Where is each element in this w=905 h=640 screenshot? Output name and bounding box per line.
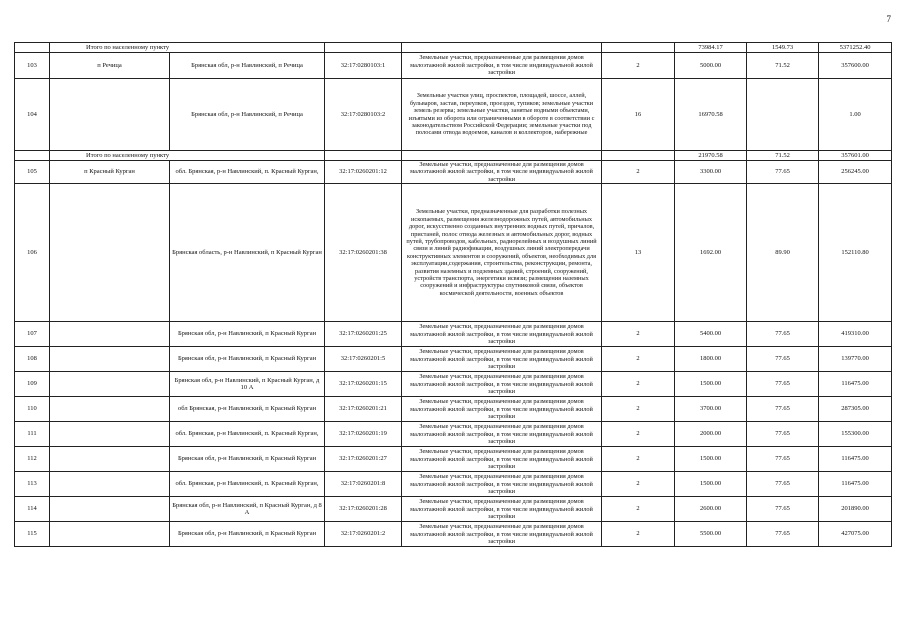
cadastral-value: 155300.00 bbox=[819, 422, 892, 447]
specific-value: 77.65 bbox=[747, 497, 819, 522]
locality-name bbox=[50, 422, 170, 447]
empty-cell bbox=[402, 43, 602, 53]
row-number: 112 bbox=[15, 447, 50, 472]
specific-value: 77.65 bbox=[747, 422, 819, 447]
area: 2600.00 bbox=[675, 497, 747, 522]
area: 16970.58 bbox=[675, 79, 747, 151]
table-row bbox=[15, 79, 892, 151]
area: 5400.00 bbox=[675, 322, 747, 347]
land-use-description: Земельные участки, предназначенные для размещения домов малоэтажной жилой застройки, в том числе индивидуальной жилой застройки bbox=[402, 53, 602, 79]
land-use-description: Земельные участки, предназначенные для размещения домов малоэтажной жилой застройки, в том числе индивидуальной жилой застройки bbox=[402, 472, 602, 497]
land-use-description: Земельные участки улиц, проспектов, площадей, шоссе, аллей, бульваров, застав, переулков, проездов, тупиков; земельные участки земель резерва; земельные участки, занятые водными объектами, изъятыми из оборота или ограниченными в обороте в соответствии с законодательством Российской Федерации; земельные участки под полосами отвода водоемов, каналов и коллекторов, набережные bbox=[402, 79, 602, 151]
cadastral-number: 32:17:0260201:8 bbox=[325, 472, 402, 497]
cadastral-value: 427075.00 bbox=[819, 522, 892, 547]
locality-name: п Речица bbox=[50, 53, 170, 79]
locality-name bbox=[50, 372, 170, 397]
cadastral-value: 419310.00 bbox=[819, 322, 892, 347]
row-number: 104 bbox=[15, 79, 50, 151]
cadastral-number: 32:17:0260201:15 bbox=[325, 372, 402, 397]
cadastral-number: 32:17:0260201:27 bbox=[325, 447, 402, 472]
address: обл. Брянская, р-н Навлинский, п. Красный Курган, bbox=[170, 472, 325, 497]
specific-value: 77.65 bbox=[747, 397, 819, 422]
empty-cell bbox=[602, 43, 675, 53]
specific-value: 71.52 bbox=[747, 53, 819, 79]
locality-name: п Красный Курган bbox=[50, 161, 170, 184]
area: 3700.00 bbox=[675, 397, 747, 422]
empty-cell bbox=[15, 43, 50, 53]
cadastral-value: 139770.00 bbox=[819, 347, 892, 372]
area: 1800.00 bbox=[675, 347, 747, 372]
specific-value: 77.65 bbox=[747, 347, 819, 372]
locality-name bbox=[50, 397, 170, 422]
total-value: 5371252.40 bbox=[819, 43, 892, 53]
use-category: 2 bbox=[602, 522, 675, 547]
table-row bbox=[15, 372, 892, 397]
specific-value: 77.65 bbox=[747, 322, 819, 347]
row-number: 108 bbox=[15, 347, 50, 372]
empty-cell bbox=[15, 151, 50, 161]
land-use-description: Земельные участки, предназначенные для размещения домов малоэтажной жилой застройки, в том числе индивидуальной жилой застройки bbox=[402, 422, 602, 447]
address: Брянская обл, р-н Навлинский, п Речица bbox=[170, 79, 325, 151]
use-category: 2 bbox=[602, 322, 675, 347]
specific-value: 77.65 bbox=[747, 161, 819, 184]
row-number: 109 bbox=[15, 372, 50, 397]
table-row bbox=[15, 184, 892, 322]
table-row bbox=[15, 53, 892, 79]
empty-cell bbox=[402, 151, 602, 161]
land-registry-table bbox=[14, 42, 892, 547]
cadastral-number: 32:17:0260201:19 bbox=[325, 422, 402, 447]
table-row bbox=[15, 422, 892, 447]
area: 1692.00 bbox=[675, 184, 747, 322]
table-row bbox=[15, 161, 892, 184]
table-row bbox=[15, 497, 892, 522]
row-number: 111 bbox=[15, 422, 50, 447]
total-area: 73984.17 bbox=[675, 43, 747, 53]
cadastral-value: 152110.80 bbox=[819, 184, 892, 322]
cadastral-number: 32:17:0260201:12 bbox=[325, 161, 402, 184]
locality-name bbox=[50, 497, 170, 522]
cadastral-value: 116475.00 bbox=[819, 372, 892, 397]
total-rate: 71.52 bbox=[747, 151, 819, 161]
area: 2000.00 bbox=[675, 422, 747, 447]
address: Брянская обл, р-н Навлинский, п Красный Курган bbox=[170, 347, 325, 372]
land-use-description: Земельные участки, предназначенные для размещения домов малоэтажной жилой застройки, в том числе индивидуальной жилой застройки bbox=[402, 372, 602, 397]
use-category: 2 bbox=[602, 397, 675, 422]
specific-value: 77.65 bbox=[747, 472, 819, 497]
locality-name bbox=[50, 322, 170, 347]
row-number: 105 bbox=[15, 161, 50, 184]
area: 1500.00 bbox=[675, 372, 747, 397]
cadastral-number: 32:17:0260201:2 bbox=[325, 522, 402, 547]
use-category: 2 bbox=[602, 472, 675, 497]
use-category: 2 bbox=[602, 497, 675, 522]
cadastral-number: 32:17:0260201:25 bbox=[325, 322, 402, 347]
row-number: 107 bbox=[15, 322, 50, 347]
row-number: 115 bbox=[15, 522, 50, 547]
address: Брянская обл, р-н Навлинский, п Красный Курган bbox=[170, 322, 325, 347]
empty-cell bbox=[325, 151, 402, 161]
specific-value: 77.65 bbox=[747, 522, 819, 547]
cadastral-number: 32:17:0260201:28 bbox=[325, 497, 402, 522]
address: обл Брянская, р-н Навлинский, п Красный Курган bbox=[170, 397, 325, 422]
table-row bbox=[15, 322, 892, 347]
table-body bbox=[15, 43, 892, 547]
cadastral-value: 1.00 bbox=[819, 79, 892, 151]
cadastral-value: 201890.00 bbox=[819, 497, 892, 522]
specific-value: 77.65 bbox=[747, 372, 819, 397]
empty-cell bbox=[602, 151, 675, 161]
total-area: 21970.58 bbox=[675, 151, 747, 161]
row-number: 113 bbox=[15, 472, 50, 497]
table-row bbox=[15, 347, 892, 372]
land-use-description: Земельные участки, предназначенные для размещения домов малоэтажной жилой застройки, в том числе индивидуальной жилой застройки bbox=[402, 397, 602, 422]
locality-name bbox=[50, 184, 170, 322]
area: 1500.00 bbox=[675, 472, 747, 497]
locality-name bbox=[50, 522, 170, 547]
address: обл. Брянская, р-н Навлинский, п. Красный Курган, bbox=[170, 161, 325, 184]
cadastral-value: 256245.00 bbox=[819, 161, 892, 184]
empty-cell bbox=[325, 43, 402, 53]
land-use-description: Земельные участки, предназначенные для размещения домов малоэтажной жилой застройки, в том числе индивидуальной жилой застройки bbox=[402, 447, 602, 472]
cadastral-value: 287305.00 bbox=[819, 397, 892, 422]
cadastral-number: 32:17:0280103:2 bbox=[325, 79, 402, 151]
specific-value: 77.65 bbox=[747, 447, 819, 472]
land-use-description: Земельные участки, предназначенные для размещения домов малоэтажной жилой застройки, в том числе индивидуальной жилой застройки bbox=[402, 161, 602, 184]
row-number: 106 bbox=[15, 184, 50, 322]
row-number: 110 bbox=[15, 397, 50, 422]
use-category: 2 bbox=[602, 372, 675, 397]
area: 3300.00 bbox=[675, 161, 747, 184]
address: обл. Брянская, р-н Навлинский, п. Красный Курган, bbox=[170, 422, 325, 447]
specific-value bbox=[747, 79, 819, 151]
area: 5500.00 bbox=[675, 522, 747, 547]
locality-total-row bbox=[15, 43, 892, 53]
land-use-description: Земельные участки, предназначенные для размещения домов малоэтажной жилой застройки, в том числе индивидуальной жилой застройки bbox=[402, 347, 602, 372]
land-use-description: Земельные участки, предназначенные для размещения домов малоэтажной жилой застройки, в том числе индивидуальной жилой застройки bbox=[402, 522, 602, 547]
use-category: 2 bbox=[602, 347, 675, 372]
table-row bbox=[15, 472, 892, 497]
total-rate: 1549.73 bbox=[747, 43, 819, 53]
locality-name bbox=[50, 79, 170, 151]
cadastral-value: 116475.00 bbox=[819, 472, 892, 497]
cadastral-number: 32:17:0260201:5 bbox=[325, 347, 402, 372]
address: Брянская обл, р-н Навлинский, п Красный Курган bbox=[170, 522, 325, 547]
cadastral-value: 116475.00 bbox=[819, 447, 892, 472]
cadastral-number: 32:17:0280103:1 bbox=[325, 53, 402, 79]
table-row bbox=[15, 447, 892, 472]
area: 5000.00 bbox=[675, 53, 747, 79]
locality-total-row bbox=[15, 151, 892, 161]
address: Брянская область, р-н Навлинский, п Красный Курган bbox=[170, 184, 325, 322]
use-category: 2 bbox=[602, 447, 675, 472]
total-value: 357601.00 bbox=[819, 151, 892, 161]
use-category: 2 bbox=[602, 161, 675, 184]
specific-value: 89.90 bbox=[747, 184, 819, 322]
land-use-description: Земельные участки, предназначенные для размещения домов малоэтажной жилой застройки, в том числе индивидуальной жилой застройки bbox=[402, 322, 602, 347]
use-category: 16 bbox=[602, 79, 675, 151]
address: Брянская обл, р-н Навлинский, п Речица bbox=[170, 53, 325, 79]
page-number: 7 bbox=[886, 14, 891, 24]
locality-name bbox=[50, 347, 170, 372]
address: Брянская обл, р-н Навлинский, п Красный Курган, д 10 А bbox=[170, 372, 325, 397]
row-number: 114 bbox=[15, 497, 50, 522]
table-row bbox=[15, 522, 892, 547]
total-label: Итого по населенному пункту bbox=[50, 151, 325, 161]
land-use-description: Земельные участки, предназначенные для разработки полезных ископаемых, размещения железнодорожных путей, автомобильных дорог, искусственно созданных внутренних водных путей, причалов, пристаней, полос отвода железных и автомобильных дорог, водных путей, трубопроводов, кабельных, радиорелейных и воздушных линий связи и линий радиофикации, воздушных линий электропередачи конструктивных элементов и сооружений, объектов, необходимых для эксплуатации,содержания, строительства, реконструкции, ремонта, развития наземных и подземных зданий, строений, сооружений, устройств транспорта, энергетики исвязи; размещения наземных сооружений и инфраструктуры спутниковой связи, объектов космической деятельности, военных объектов bbox=[402, 184, 602, 322]
row-number: 103 bbox=[15, 53, 50, 79]
land-use-description: Земельные участки, предназначенные для размещения домов малоэтажной жилой застройки, в том числе индивидуальной жилой застройки bbox=[402, 497, 602, 522]
use-category: 13 bbox=[602, 184, 675, 322]
address: Брянская обл, р-н Навлинский, п Красный Курган, д 8 А bbox=[170, 497, 325, 522]
cadastral-number: 32:17:0260201:21 bbox=[325, 397, 402, 422]
total-label: Итого по населенному пункту bbox=[50, 43, 325, 53]
locality-name bbox=[50, 472, 170, 497]
area: 1500.00 bbox=[675, 447, 747, 472]
address: Брянская обл, р-н Навлинский, п Красный Курган bbox=[170, 447, 325, 472]
cadastral-value: 357600.00 bbox=[819, 53, 892, 79]
locality-name bbox=[50, 447, 170, 472]
cadastral-number: 32:17:0260201:38 bbox=[325, 184, 402, 322]
table-row bbox=[15, 397, 892, 422]
use-category: 2 bbox=[602, 53, 675, 79]
use-category: 2 bbox=[602, 422, 675, 447]
